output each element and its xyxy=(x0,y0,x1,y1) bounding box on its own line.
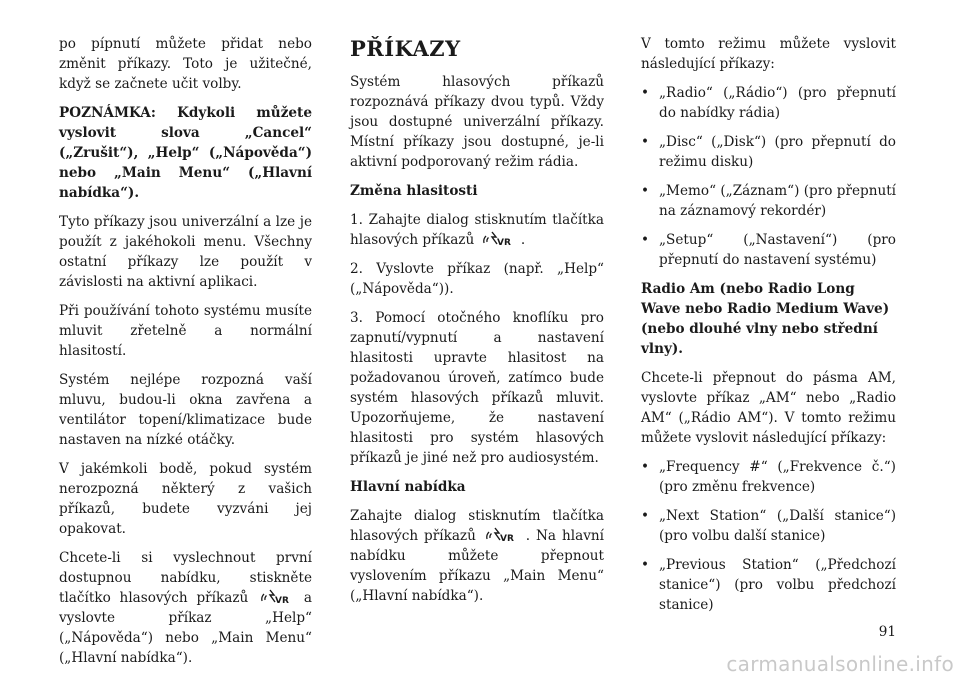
paragraph: Při používání tohoto systému musíte mluvit zřetelně a normální hlasitostí. xyxy=(59,303,312,359)
step xyxy=(350,210,604,250)
voice-recognition-icon xyxy=(482,231,514,247)
list-item: • „Next Station“ („Další stanice“) (pro volbu další stanice) xyxy=(641,506,896,546)
voice-recognition-icon xyxy=(485,527,517,543)
list-item: • „Radio“ („Rádio“) (pro přepnutí do nabídky rádia) xyxy=(641,83,896,123)
step: 2. Vyslovte příkaz (např. „Help“ („Nápověda“)). xyxy=(350,261,604,297)
paragraph: Systém nejlépe rozpozná vaší mluvu, budou-li okna zavřena a ventilátor topení/klimatizace bude nastaven na nízké otáčky. xyxy=(59,372,312,448)
middle-column xyxy=(350,34,604,615)
list-item: • „Frequency #“ („Frekvence č.“) (pro změnu frekvence) xyxy=(641,457,896,497)
note-paragraph: POZNÁMKA: Kdykoli můžete vyslovit slova „Cancel“ („Zrušit“), „Help“ („Nápověda“) nebo „Main Menu“ („Hlavní nabídka“). xyxy=(59,105,312,201)
command-list xyxy=(641,83,896,270)
paragraph-text: . Na hlavní nabídku můžete přepnout vyslovením příkazu „Main Menu“ („Hlavní nabídka“). xyxy=(350,528,604,604)
subheading: Změna hlasitosti xyxy=(350,183,478,199)
paragraph-text: a vyslovte příkaz „Help“ („Nápověda“) nebo „Main Menu“ („Hlavní nabídka“). xyxy=(59,590,312,666)
paragraph: V tomto režimu můžete vyslovit následující příkazy: xyxy=(641,36,896,72)
paragraph: V jakémkoli bodě, pokud systém nerozpozná některý z vašich příkazů, budete vyzváni jej opakovat. xyxy=(59,461,312,537)
step: 3. Pomocí otočného knoflíku pro zapnutí/vypnutí a nastavení hlasitosti upravte hlasitost na požadovanou úroveň, zatímco bude systém hlasových příkazů mluvit. Upozorňujeme, že nastavení hlasitosti pro systém hlasových příkazů je jiné než pro audiosystém. xyxy=(350,310,604,466)
paragraph-text: Zahajte dialog stisknutím tlačítka hlasových příkazů xyxy=(350,508,604,544)
subheading: Hlavní nabídka xyxy=(350,479,466,495)
step-text: 1. Zahajte dialog stisknutím tlačítka hlasových příkazů xyxy=(350,212,604,248)
watermark: carmanualsonline.info xyxy=(726,652,954,676)
voice-recognition-icon xyxy=(260,589,292,605)
page-number: 91 xyxy=(878,624,896,640)
paragraph: Systém hlasových příkazů rozpoznává příkazy dvou typů. Vždy jsou dostupné univerzální příkazy. Místní příkazy jsou dostupné, je-li aktivní podporovaný režim rádia. xyxy=(350,74,604,170)
step-text: . xyxy=(520,232,526,248)
command-list xyxy=(641,457,896,615)
right-column xyxy=(641,34,896,624)
paragraph: Chcete-li přepnout do pásma AM, vyslovte příkaz „AM“ nebo „Radio AM“ („Rádio AM“). V tomto režimu můžete vyslovit následující příkazy: xyxy=(641,370,896,446)
paragraph: po pípnutí můžete přidat nebo změnit příkazy. Toto je užitečné, když se začnete učit volby. xyxy=(59,36,312,92)
list-item: • „Memo“ („Záznam“) (pro přepnutí na záznamový rekordér) xyxy=(641,181,896,221)
list-item: • „Disc“ („Disk“) (pro přepnutí do režimu disku) xyxy=(641,132,896,172)
paragraph xyxy=(350,506,604,606)
section-heading: PŘÍKAZY xyxy=(350,36,461,61)
paragraph xyxy=(59,548,312,668)
list-item: • „Setup“ („Nastavení“) (pro přepnutí do nastavení systému) xyxy=(641,230,896,270)
list-item: • „Previous Station“ („Předchozí stanice“) (pro volbu předchozí stanice) xyxy=(641,555,896,615)
paragraph: Tyto příkazy jsou univerzální a lze je použít z jakéhokoli menu. Všechny ostatní příkazy lze použít v závislosti na aktivní aplikaci. xyxy=(59,214,312,290)
left-column xyxy=(59,34,312,677)
bold-heading: Radio Am (nebo Radio Long Wave nebo Radio Medium Wave) (nebo dlouhé vlny nebo střední vlny). xyxy=(641,281,890,357)
paragraph-text: Chcete-li si vyslechnout první dostupnou nabídku, stiskněte tlačítko hlasových příkazů xyxy=(59,550,312,606)
